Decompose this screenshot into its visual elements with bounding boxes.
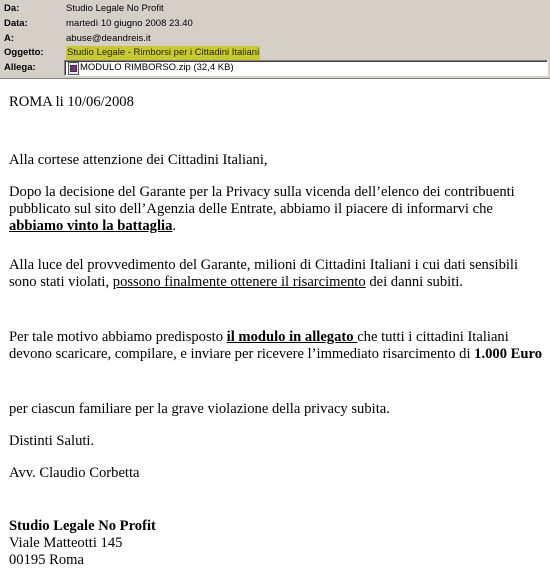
message-header — [0, 0, 550, 79]
to-label: A: — [4, 33, 15, 44]
paragraph-3-cont: che tutti i cittadini Italiani devono scaricare, compilare, e inviare per ricevere l’immediato risarcimento di — [9, 329, 509, 362]
paragraph-1-emphasis: abbiamo vinto la battaglia — [9, 218, 173, 234]
salutation: Distinti Saluti. — [9, 433, 95, 449]
firm-name: Studio Legale No Profit — [9, 518, 156, 534]
date-label: Data: — [4, 18, 28, 29]
paragraph-2-end: dei danni subiti. — [365, 274, 463, 290]
attachment-field[interactable] — [64, 60, 548, 76]
firm-address — [9, 518, 156, 569]
paragraph-2-text: Alla luce del provvedimento del Garante, milioni di Cittadini Italiani i cui dati sensibili sono stati violati, — [9, 257, 519, 290]
attachment-label: Allega: — [4, 62, 36, 73]
subject-label: Oggetto: — [4, 47, 44, 58]
date-line: ROMA li 10/06/2008 — [9, 94, 134, 110]
firm-street: Viale Matteotti 145 — [9, 535, 123, 551]
firm-city: 00195 Roma — [9, 552, 84, 568]
paragraph-4: per ciascun familiare per la grave violazione della privacy subita. — [9, 401, 390, 417]
refund-amount: 1.000 Euro — [474, 346, 543, 362]
zip-file-icon[interactable] — [68, 62, 79, 75]
date-value: martedì 10 giugno 2008 23.40 — [66, 18, 193, 29]
greeting: Alla cortese attenzione dei Cittadini Italiani, — [9, 152, 268, 168]
paragraph-1-end: . — [172, 218, 177, 234]
from-label: Da: — [4, 3, 20, 14]
paragraph-2-emphasis: possono finalmente ottenere il risarcimento — [112, 274, 366, 290]
subject-value[interactable]: Studio Legale - Rimborsi per i Cittadini Italiani — [67, 47, 260, 58]
paragraph-1-text: Dopo la decisione del Garante per la Privacy sulla vicenda dell’elenco dei contribuenti pubblicato sul sito dell’Agenzia delle Entrate, abbiamo il piacere di informarvi che — [9, 184, 515, 217]
paragraph-3-text: Per tale motivo abbiamo predisposto — [9, 329, 227, 345]
paragraph-3-emphasis: il modulo in allegato — [226, 329, 358, 345]
paragraph-2 — [9, 257, 544, 291]
from-value[interactable]: Studio Legale No Profit — [66, 3, 164, 14]
signature: Avv. Claudio Corbetta — [9, 465, 140, 481]
paragraph-3 — [9, 329, 544, 363]
to-value[interactable]: abuse@deandreis.it — [66, 33, 151, 44]
attachment-filename[interactable]: MODULO RIMBORSO.zip (32,4 KB) — [80, 62, 234, 73]
paragraph-1 — [9, 184, 544, 235]
